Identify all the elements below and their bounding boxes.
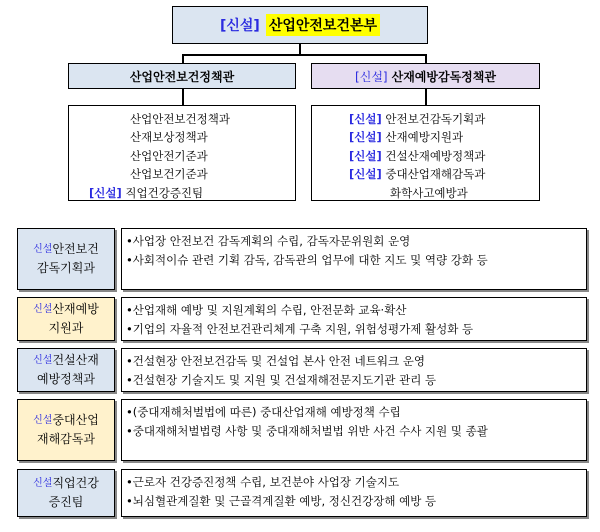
detail-description bbox=[121, 297, 587, 341]
detail-label: $^{신설}$안전보건 감독기획과 bbox=[17, 228, 115, 290]
dept-item: [신설] 직업건강증진팀 bbox=[89, 185, 204, 200]
connector-right-bureau-dept bbox=[425, 89, 427, 105]
new-tag: [신설] bbox=[349, 130, 382, 145]
dept-item: [신설] 산재예방지원과 bbox=[349, 130, 464, 145]
dept-item: [신설] 건설산재예방정책과 bbox=[349, 148, 486, 163]
detail-item: •건설현장 안전보건감독 및 건설업 본사 안전 네트워크 운영 bbox=[126, 354, 425, 368]
dept-item: [신설] 안전보건감독기획과 bbox=[349, 112, 486, 126]
dept-item: 산업보건기준과 bbox=[130, 167, 208, 182]
new-tag: [신설] bbox=[89, 185, 122, 200]
detail-item: •산업재해 예방 및 지원계획의 수립, 안전문화 교육·확산 bbox=[126, 303, 407, 317]
dept-item: [신설] 중대산업재해감독과 bbox=[349, 167, 486, 182]
new-tag: 신설 bbox=[33, 415, 53, 426]
bureau-left-name: 산업안전보건정책관 bbox=[129, 69, 235, 84]
detail-description bbox=[121, 228, 587, 290]
detail-item: •사업장 안전보건 감독계획의 수립, 감독자문위원회 운영 bbox=[126, 234, 411, 248]
detail-item: •건설현장 기술지도 및 지원 및 건설재해전문지도기관 관리 등 bbox=[126, 372, 437, 387]
headquarters-name: 산업안전보건본부 bbox=[266, 14, 380, 36]
detail-row bbox=[17, 469, 587, 517]
detail-item: •뇌심혈관계질환 및 근골격계질환 예방, 정신건강장해 예방 등 bbox=[126, 493, 437, 508]
department-list-left bbox=[68, 105, 296, 201]
detail-item: •사회적이슈 관련 기획 감독, 감독관의 업무에 대한 지도 및 역량 강화 등 bbox=[126, 252, 488, 267]
detail-label: $^{신설}$직업건강 증진팀 bbox=[17, 469, 115, 517]
new-tag: [신설] bbox=[349, 112, 382, 126]
dept-item: 산업안전기준과 bbox=[130, 148, 208, 163]
detail-description bbox=[121, 399, 587, 461]
detail-item: •근로자 건강증진정책 수립, 보건분야 사업장 기술지도 bbox=[126, 475, 400, 489]
detail-item: •중대재해처벌법령 사항 및 중대재해처벌법 위반 사건 수사 지원 및 종괄 bbox=[126, 423, 488, 438]
new-tag: 신설 bbox=[33, 478, 53, 489]
detail-item: •(중대재해처벌법에 따른) 중대산업재해 예방정책 수립 bbox=[126, 405, 401, 419]
new-tag: 신설 bbox=[33, 355, 53, 366]
detail-description bbox=[121, 469, 587, 517]
connector-left-down bbox=[182, 54, 184, 63]
dept-item: 산업안전보건정책과 bbox=[130, 112, 230, 126]
detail-item: •기업의 자율적 안전보건관리체계 구축 지원, 위험성평가제 활성화 등 bbox=[126, 321, 474, 336]
new-tag: [신설] bbox=[349, 167, 382, 182]
new-tag: 신설 bbox=[33, 244, 53, 255]
detail-label: $^{신설}$산재예방 지원과 bbox=[17, 297, 115, 341]
connector-left-bureau-dept bbox=[182, 89, 184, 105]
detail-row bbox=[17, 348, 587, 392]
new-tag: 신설 bbox=[33, 304, 53, 315]
detail-row bbox=[17, 399, 587, 461]
connector-horizontal bbox=[182, 54, 426, 56]
bureau-right-new-tag: [신설] bbox=[355, 69, 388, 84]
detail-row bbox=[17, 228, 587, 290]
connector-right-down bbox=[425, 54, 427, 63]
new-tag: [신설] bbox=[349, 148, 382, 163]
detail-row bbox=[17, 297, 587, 341]
dept-item: 산재보상정책과 bbox=[130, 130, 208, 145]
detail-label: $^{신설}$건설산재 예방정책과 bbox=[17, 348, 115, 392]
headquarters-new-tag: [신설] bbox=[219, 18, 260, 34]
detail-description bbox=[121, 348, 587, 392]
dept-item: 화학사고예방과 bbox=[390, 185, 468, 200]
detail-label: $^{신설}$중대산업 재해감독과 bbox=[17, 399, 115, 461]
bureau-prevention-supervision-policy bbox=[311, 63, 540, 89]
department-list-right bbox=[311, 105, 540, 201]
headquarters-box bbox=[172, 6, 428, 44]
bureau-right-name: 산재예방감독정책관 bbox=[391, 69, 496, 84]
bureau-safety-health-policy bbox=[68, 63, 296, 89]
